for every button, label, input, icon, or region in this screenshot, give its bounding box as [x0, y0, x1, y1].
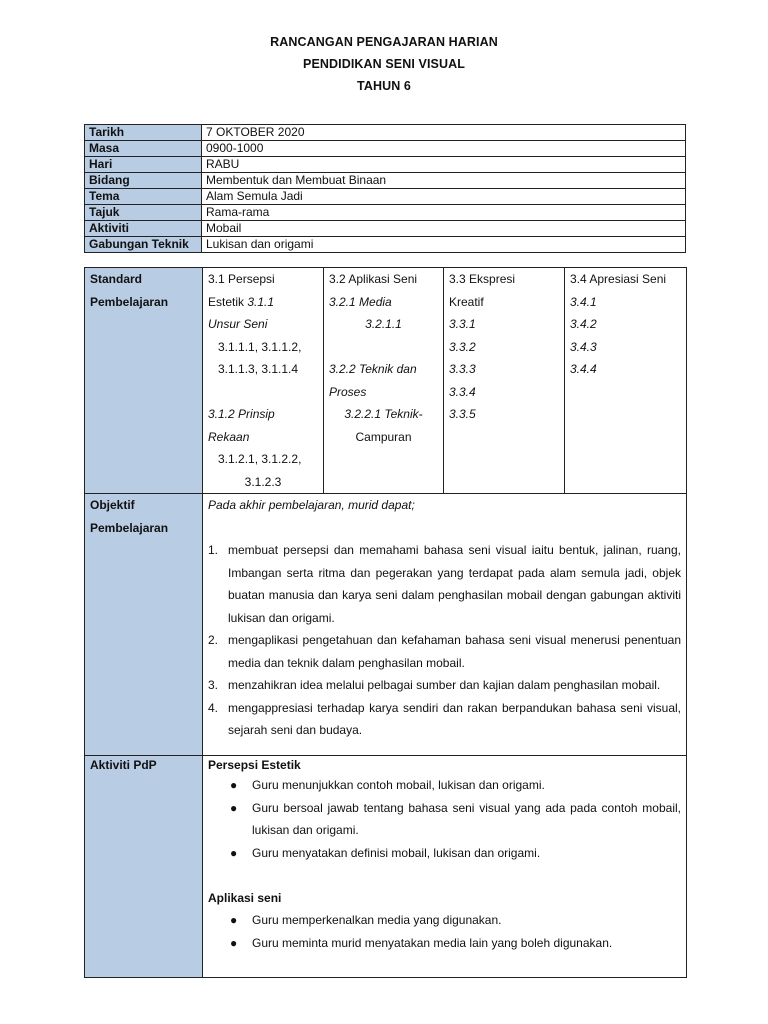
info-value: Mobail: [202, 221, 686, 237]
std-c1-line: [208, 291, 318, 314]
std-c1-line: 3.1.1.1, 3.1.1.2,: [218, 339, 302, 354]
objektif-item-text: menzahikran idea melalui pelbagai sumber dan kajian dalam penghasilan mobail.: [228, 678, 661, 692]
std-c3-line: 3.3 Ekspresi: [449, 272, 516, 286]
std-c2-line: 3.2.1.1: [365, 317, 402, 331]
aktiviti-bullet-item: [208, 909, 681, 932]
info-row-hari: [85, 157, 686, 173]
std-c1-code: 3.1.1: [247, 294, 275, 309]
std-c1-spacer: [208, 381, 318, 404]
aktiviti-row: [85, 756, 687, 978]
objektif-spacer: [208, 517, 681, 540]
document-title: RANCANGAN PENGAJARAN HARIAN: [270, 35, 498, 49]
info-value: Alam Semula Jadi: [202, 189, 686, 205]
aktiviti-bullet-text: Guru bersoal jawab tentang bahasa seni visual yang ada pada contoh mobail, lukisan dan origami.: [252, 800, 681, 837]
info-row-tajuk: [85, 205, 686, 221]
std-c2-line: Proses: [329, 384, 367, 399]
info-value: 7 OKTOBER 2020: [202, 125, 686, 141]
aktiviti-bullet-text: Guru meminta murid menyatakan media lain yang boleh digunakan.: [252, 935, 613, 950]
std-c1-text: Estetik: [208, 294, 248, 309]
standard-label-2: Pembelajaran: [90, 294, 169, 309]
aktiviti-section-title-persepsi: Persepsi Estetik: [208, 758, 301, 772]
standard-col-ekspresi: [444, 268, 565, 494]
info-label: Aktiviti: [85, 221, 202, 237]
info-value: RABU: [202, 157, 686, 173]
aktiviti-bullet-item: [208, 842, 681, 865]
objektif-label-cell: [85, 494, 203, 756]
lesson-plan-table: [84, 267, 687, 978]
info-label: Tajuk: [85, 205, 202, 221]
aktiviti-list-persepsi: [208, 774, 681, 864]
std-c3-line: 3.3.1: [449, 317, 476, 331]
aktiviti-content: [203, 756, 687, 978]
objektif-item-text: membuat persepsi dan memahami bahasa seni visual iaitu bentuk, jalinan, ruang, Imbangan serta ritma dan pegerakan yang terdapat pada alam semula jadi, objek buatan manusia dan karya seni dalam penghasilan mobail dengan gabungan aktiviti lukisan dan origami.: [228, 543, 681, 625]
bullet-icon: ●: [230, 913, 238, 927]
std-c1-line: 3.1.2.1, 3.1.2.2,: [218, 452, 302, 466]
std-c1-line: 3.1.2 Prinsip: [208, 407, 275, 421]
aktiviti-section-title-aplikasi: Aplikasi seni: [208, 890, 282, 905]
aktiviti-label-cell: [85, 756, 203, 978]
info-row-tema: [85, 189, 686, 205]
objektif-item-number: 2.: [208, 633, 219, 647]
objektif-item-text: mengaplikasi pengetahuan dan kefahaman bahasa seni visual menerusi penentuan media dan teknik dalam penghasilan mobail.: [228, 633, 681, 670]
standard-col-persepsi: [203, 268, 324, 494]
std-c2-line: Campuran: [355, 429, 412, 444]
objektif-intro: Pada akhir pembelajaran, murid dapat;: [208, 498, 415, 512]
objektif-label: Objektif: [90, 498, 135, 512]
objektif-item: [208, 629, 681, 674]
std-c3-line: 3.3.4: [449, 384, 476, 399]
std-c2-line: 3.2.1 Media: [329, 294, 392, 309]
std-c4-line: 3.4.3: [570, 339, 597, 354]
standard-row: [85, 268, 687, 494]
std-c1-line: Unsur Seni: [208, 317, 268, 331]
std-c4-line: 3.4.1: [570, 294, 597, 309]
objektif-row: [85, 494, 687, 756]
lesson-info-table: [84, 124, 686, 253]
std-c1-line: Rekaan: [208, 429, 250, 444]
info-label: Bidang: [85, 173, 202, 189]
standard-col-apresiasi: [565, 268, 687, 494]
std-c2-line: 3.2.2.1 Teknik-: [344, 407, 423, 421]
std-c1-line: 3.1 Persepsi: [208, 272, 275, 286]
aktiviti-bullet-item: [208, 797, 681, 842]
objektif-label-2: Pembelajaran: [90, 520, 169, 535]
std-c2-spacer: [329, 336, 438, 359]
aktiviti-bullet-text: Guru memperkenalkan media yang digunakan.: [252, 913, 502, 927]
objektif-list: [208, 539, 681, 742]
objektif-item: [208, 697, 681, 742]
objektif-item-number: 4.: [208, 700, 219, 715]
aktiviti-bullet-text: Guru menyatakan definisi mobail, lukisan dan origami.: [252, 845, 541, 860]
info-value: Lukisan dan origami: [202, 237, 686, 253]
std-c3-line: 3.3.5: [449, 407, 476, 421]
bullet-icon: ●: [230, 800, 238, 815]
aktiviti-spacer: [208, 864, 681, 887]
document-year: TAHUN 6: [357, 79, 411, 93]
standard-col-aplikasi: [324, 268, 444, 494]
std-c3-line: Kreatif: [449, 294, 484, 309]
standard-label: Standard: [90, 272, 143, 286]
info-label: Masa: [85, 141, 202, 157]
std-c2-line: 3.2 Aplikasi Seni: [329, 272, 418, 286]
info-value: Rama-rama: [202, 205, 686, 221]
info-row-tarikh: [85, 125, 686, 141]
aktiviti-bullet-text: Guru menunjukkan contoh mobail, lukisan dan origami.: [252, 778, 545, 792]
info-row-masa: [85, 141, 686, 157]
info-row-aktiviti: [85, 221, 686, 237]
info-row-gabungan-teknik: [85, 237, 686, 253]
info-row-bidang: [85, 173, 686, 189]
info-value: Membentuk dan Membuat Binaan: [202, 173, 686, 189]
objektif-item-number: 3.: [208, 678, 219, 692]
std-c4-line: 3.4.2: [570, 317, 597, 331]
bullet-icon: ●: [230, 935, 238, 950]
std-c2-line: 3.2.2 Teknik dan: [329, 362, 417, 376]
aktiviti-label: Aktiviti PdP: [90, 758, 157, 772]
info-value: 0900-1000: [202, 141, 686, 157]
document-subject: PENDIDIKAN SENI VISUAL: [303, 57, 465, 71]
std-c1-line: 3.1.1.3, 3.1.1.4: [218, 362, 299, 376]
std-c3-line: 3.3.3: [449, 362, 476, 376]
bullet-icon: ●: [230, 845, 238, 860]
info-label: Tarikh: [85, 125, 202, 141]
standard-label-cell: [85, 268, 203, 494]
objektif-item-text: mengappresiasi terhadap karya sendiri dan rakan berpandukan bahasa seni visual, sejarah seni dan budaya.: [228, 700, 681, 737]
std-c4-line: 3.4 Apresiasi Seni: [570, 272, 667, 286]
aktiviti-bullet-item: [208, 932, 681, 955]
objektif-item: [208, 674, 681, 697]
aktiviti-bullet-item: [208, 774, 681, 797]
info-label: Hari: [85, 157, 202, 173]
bullet-icon: ●: [230, 778, 238, 792]
info-label: Gabungan Teknik: [85, 237, 202, 253]
objektif-content: [203, 494, 687, 756]
std-c4-line: 3.4.4: [570, 362, 597, 376]
objektif-item: [208, 539, 681, 629]
objektif-item-number: 1.: [208, 543, 219, 557]
info-label: Tema: [85, 189, 202, 205]
aktiviti-list-aplikasi: [208, 909, 681, 954]
std-c1-line: 3.1.2.3: [244, 474, 282, 489]
std-c3-line: 3.3.2: [449, 339, 476, 354]
